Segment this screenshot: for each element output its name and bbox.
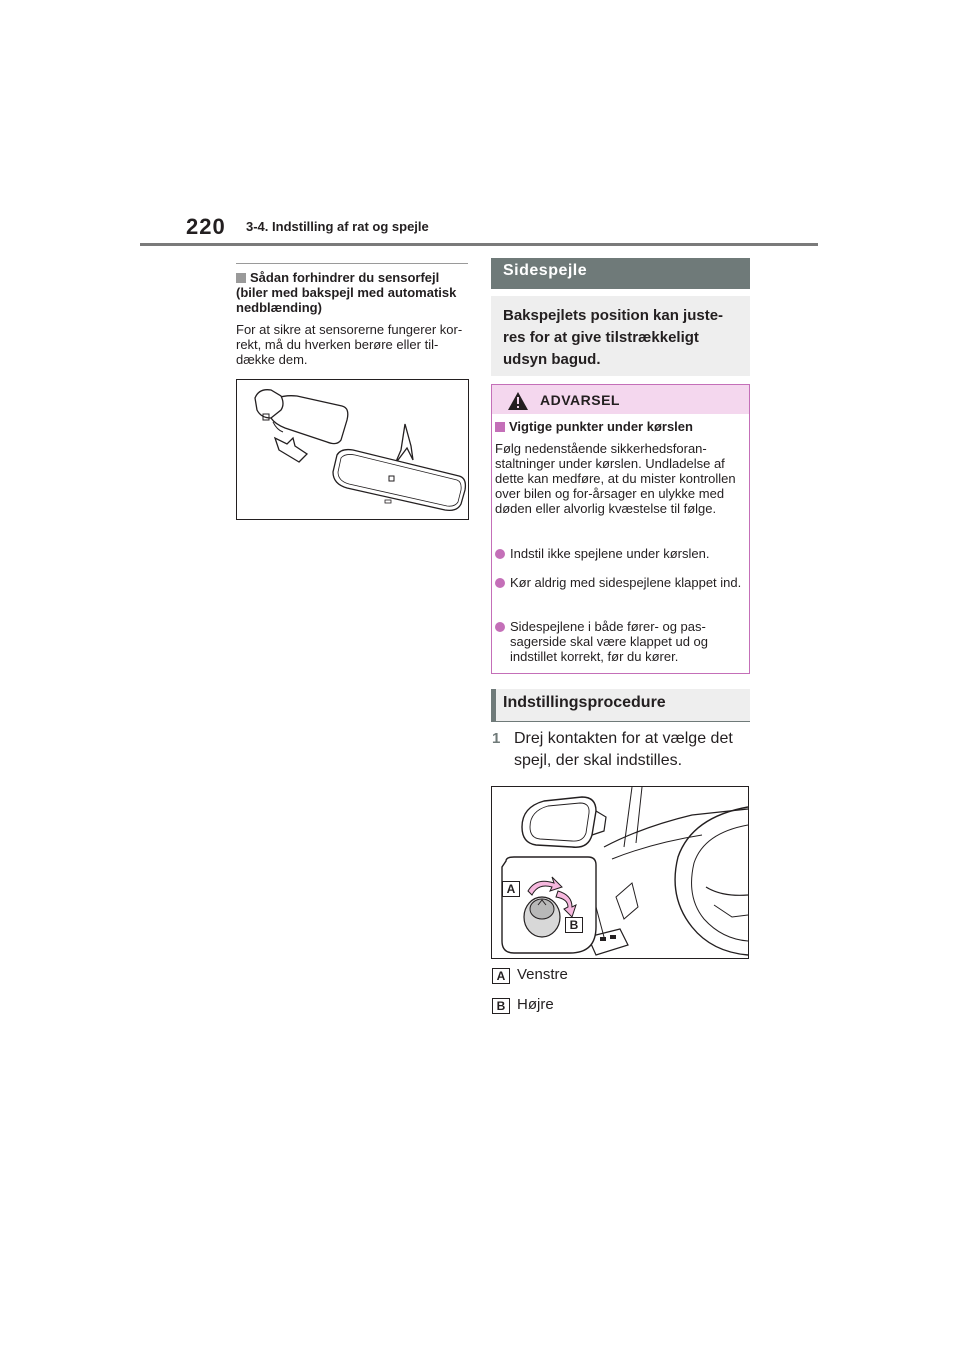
warning-heading-text: Vigtige punkter under kørslen — [509, 419, 693, 434]
warning-heading — [495, 419, 745, 434]
legend-label-venstre: Venstre — [517, 966, 568, 983]
sidespejle-title: Sidespejle — [503, 262, 588, 279]
section-title: 3-4. Indstilling af rat og spejle — [246, 219, 429, 234]
legend-label-hojre: Højre — [517, 996, 554, 1013]
mirror-switch-illustration — [491, 786, 749, 959]
intro-text: Bakspejlets position kan juste-res for at give tilstrækkeligt udsyn bagud. — [503, 307, 724, 368]
procedure-title: Indstillingsprocedure — [503, 694, 666, 711]
round-bullet-icon — [495, 549, 505, 559]
figure-label-b: B — [565, 917, 583, 933]
sensor-body-text: For at sikre at sensorerne fungerer kor-rekt, må du hverken berøre eller til-dække dem. — [236, 322, 463, 367]
page-number: 220 — [186, 214, 226, 239]
legend-key-b: B — [492, 998, 510, 1014]
warning-bullet-text: Indstil ikke spejlene under kørslen. — [510, 546, 710, 561]
warning-triangle-icon — [507, 391, 529, 411]
header-divider — [140, 243, 818, 246]
figure-label-a: A — [502, 881, 520, 897]
procedure-accent-bar — [491, 689, 496, 722]
round-bullet-icon — [495, 578, 505, 588]
warning-bullet-text: Kør aldrig med sidespejlene klappet ind. — [510, 575, 742, 590]
sensor-heading-text: Sådan forhindrer du sensorfejl (biler med bakspejl med automatisk nedblænding) — [236, 270, 457, 315]
step-number: 1 — [492, 730, 501, 747]
warning-bullet — [495, 546, 745, 561]
warning-body-text: Følg nedenstående sikkerhedsforan-staltninger under kørslen. Undladelse af dette kan medføre, at du mister kontrollen over bilen og for-årsager en ulykke med døden eller alvorlig kvæstelse til følge. — [495, 441, 736, 516]
left-heading-rule — [236, 263, 468, 264]
warning-header — [492, 385, 749, 414]
legend-key-a: A — [492, 968, 510, 984]
warning-bullet — [495, 619, 745, 664]
warning-bullet-text: Sidespejlene i både fører- og pas-sagerside skal være klappet ud og indstillet korrekt, før du kører. — [510, 619, 709, 664]
square-bullet-icon — [236, 273, 246, 283]
mirror-switch-drawing — [492, 787, 748, 958]
round-bullet-icon — [495, 622, 505, 632]
square-bullet-icon — [495, 422, 505, 432]
rear-mirror-illustration — [236, 379, 469, 520]
warning-bullet — [495, 575, 745, 590]
warning-title: ADVARSEL — [540, 392, 620, 408]
step-text: Drej kontakten for at vælge det spejl, der skal indstilles. — [514, 730, 733, 769]
rear-mirror-drawing — [237, 380, 468, 519]
sensor-heading — [236, 270, 472, 315]
